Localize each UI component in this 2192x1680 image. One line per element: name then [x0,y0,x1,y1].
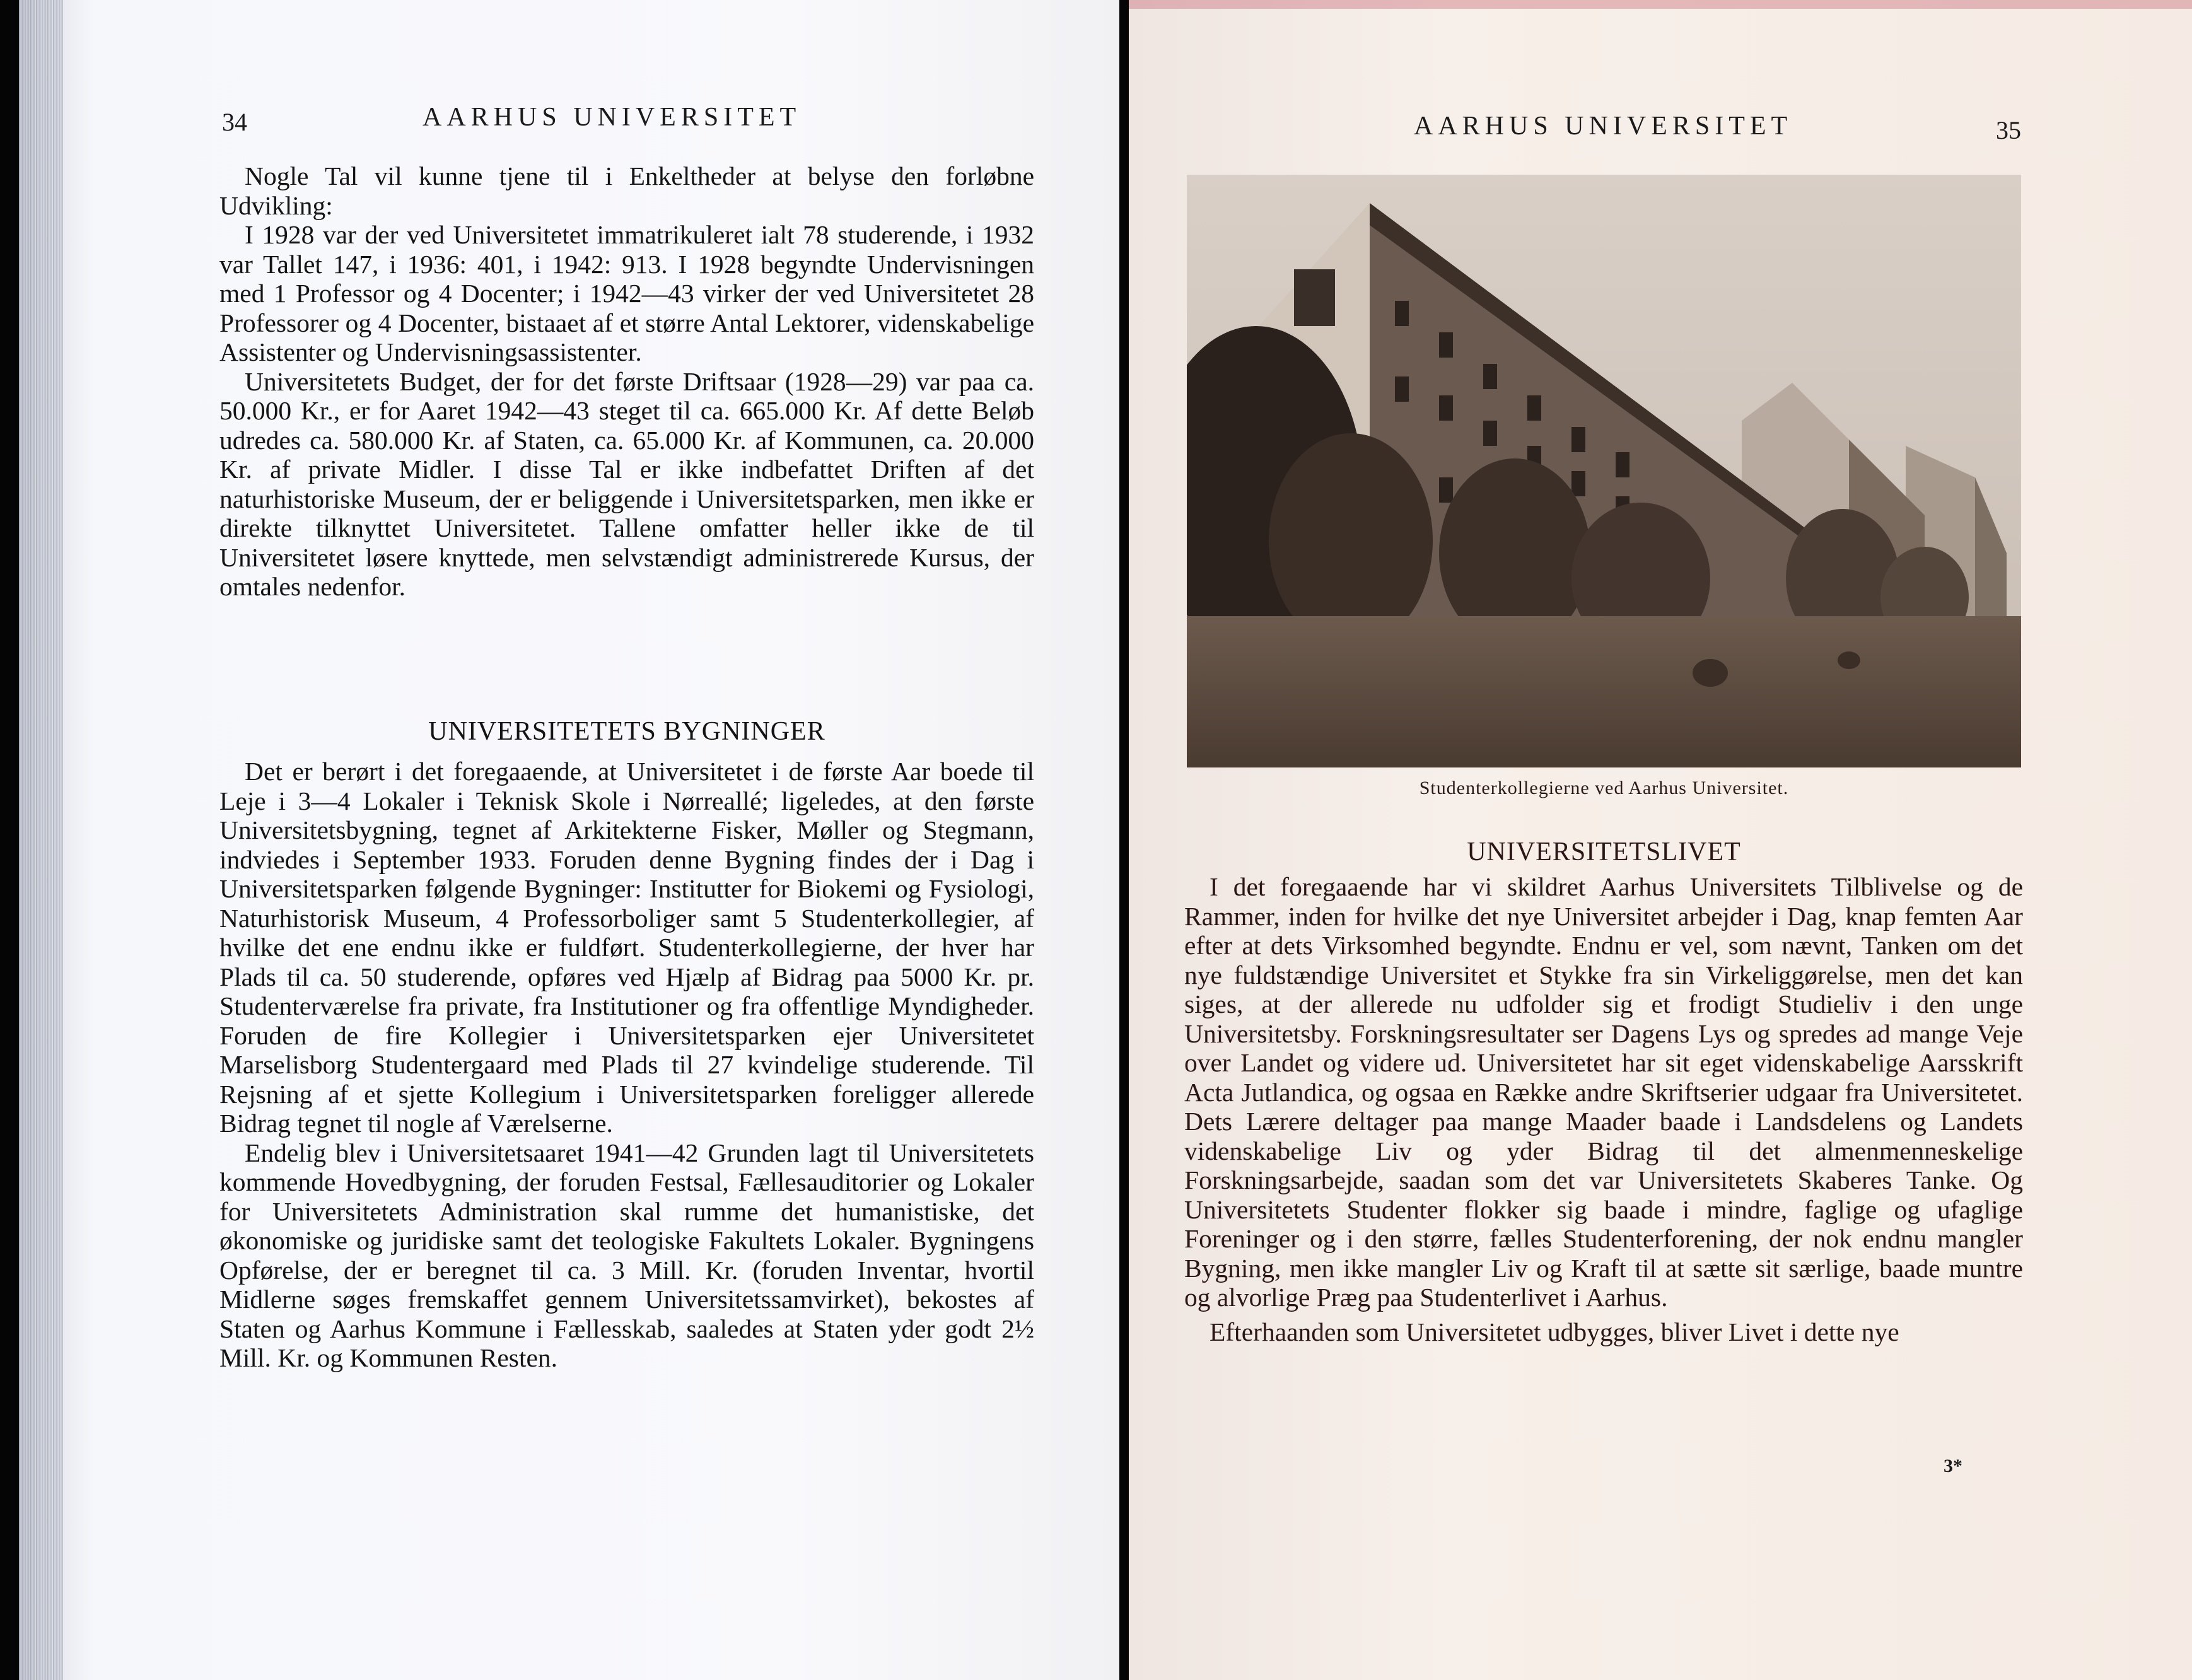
section-text [1184,872,2023,1346]
paragraph: I 1928 var der ved Universitetet immatrikuleret ialt 78 studerende, i 1932 var Tallet 147, i 1936: 401, i 1942: 913. I 1928 begyndte Undervisningen med 1 Professor og 4 Docenter; i 1942—43 virker der ved Universitetet 28 Professorer og 4 Docenter, bistaaet af et større Antal Lektorer, videnskabelige Assistenter og Undervisningsassistenter. [219,220,1034,366]
section-text [219,757,1034,1373]
running-head: AARHUS UNIVERSITET [1414,112,1793,141]
building-photo-icon [1187,175,2021,767]
page-edges [19,0,63,1680]
page-number: 34 [222,108,247,136]
dormitory-photo [1187,175,2021,767]
section-heading: UNIVERSITETETS BYGNINGER [428,717,825,746]
photo-caption: Studenterkollegierne ved Aarhus Universitet. [1419,778,1789,798]
left-page [19,0,1119,1680]
section-heading: UNIVERSITETSLIVET [1467,837,1741,866]
paragraph: Det er berørt i det foregaaende, at Universitetet i de første Aar boede til Leje i 3—4 Lokaler i Teknisk Skole i Nørreallé; ligeledes, at den første Universitetsbygning, tegnet af Arkitekterne Fisker, Møller og Stegmann, indviedes i September 1933. Foruden denne Bygning findes der i Dag i Universitetsparken følgende Bygninger: Institutter for Biokemi og Fysiologi, Naturhistorisk Museum, 4 Professorboliger samt 5 Studenterkollegier, af hvilke det ene endnu ikke er fuldført. Studenterkollegierne, der hver har Plads til ca. 50 studerende, opføres ved Hjælp af Bidrag paa 5000 Kr. pr. Studenterværelse fra private, fra Institutioner og fra offentlige Myndigheder. Foruden de fire Kollegier i Universitetsparken ejer Universitetet Marselisborg Studentergaard med Plads til 27 kvindelige studerende. Til Rejsning af et sjette Kollegium i Universitetsparken foreligger allerede Bidrag tegnet til nogle af Værelserne. [219,757,1034,1138]
paragraph: Endelig blev i Universitetsaaret 1941—42 Grunden lagt til Universitetets kommende Hovedbygning, der foruden Festsal, Fællesauditorier og Lokaler for Universitetets Administration skal rumme det humanistiske, det økonomiske og juridiske samt det teologiske Fakultets Lokaler. Bygningens Opførelse, der er beregnet til ca. 3 Mill. Kr. (foruden Inventar, hvortil Midlerne søges fremskaffet gennem Universitetssamvirket), bekostes af Staten og Aarhus Kommune i Fællesskab, saaledes at Staten yder godt 2½ Mill. Kr. og Kommunen Resten. [219,1138,1034,1372]
running-head: AARHUS UNIVERSITET [423,103,802,132]
paragraph: I det foregaaende har vi skildret Aarhus Universitets Tilblivelse og de Rammer, inden for hvilke det nye Universitet arbejder i Dag, knap femten Aar efter at dets Virksomhed begyndte. Endnu er vel, som nævnt, Tanken om det nye fuldstændige Universitet et Stykke fra sin Virkeliggørelse, men det kan siges, at der allerede nu udfolder sig et frodigt Studieliv i den unge Universitetsby. Forskningsresultater ser Dagens Lys og spredes ad mange Veje over Landet og videre ud. Universitetet har sit eget videnskabelige Aarsskrift Acta Jutlandica, og ogsaa en Række andre Skriftserier udgaar fra Universitetet. Dets Lærere deltager paa mange Maader baade i Landsdelens og Landets videnskabelige Liv og yder Bidrag til det almenmenneskelige Forskningsarbejde, saadan som det var Universitetets Skaberes Tanke. Og Universitetets Studenter flokker sig baade i mindre, faglige og ufaglige Foreninger og i den større, fælles Studenterforening, der nok endnu mangler Bygning, men ikke mangler Liv og Kraft til at sætte sit særlige, baade muntre og alvorlige Præg paa Studenterlivet i Aarhus. [1184,872,2023,1312]
paragraph: Universitetets Budget, der for det første Driftsaar (1928—29) var paa ca. 50.000 Kr., er for Aaret 1942—43 steget til ca. 665.000 Kr. Af dette Beløb udredes ca. 580.000 Kr. af Staten, ca. 65.000 Kr. af Kommunen, ca. 20.000 Kr. af private Midler. I disse Tal er ikke indbefattet Driften af det naturhistoriske Museum, der er beliggende i Universitetsparken, men ikke er direkte tilknyttet Universitetet. Tallene omfatter heller ikke de til Universitetet løsere knyttede, men selvstændigt administrerede Kursus, der omtales nedenfor. [219,366,1034,601]
right-page [1129,0,2192,1680]
page-number: 35 [1996,116,2021,144]
paragraph: Nogle Tal vil kunne tjene til i Enkeltheder at belyse den forløbne Udvikling: [219,161,1034,220]
intro-text [219,161,1034,602]
signature-mark: 3* [1944,1455,1962,1476]
paragraph: Efterhaanden som Universitetet udbygges, bliver Livet i dette nye [1210,1317,1899,1346]
